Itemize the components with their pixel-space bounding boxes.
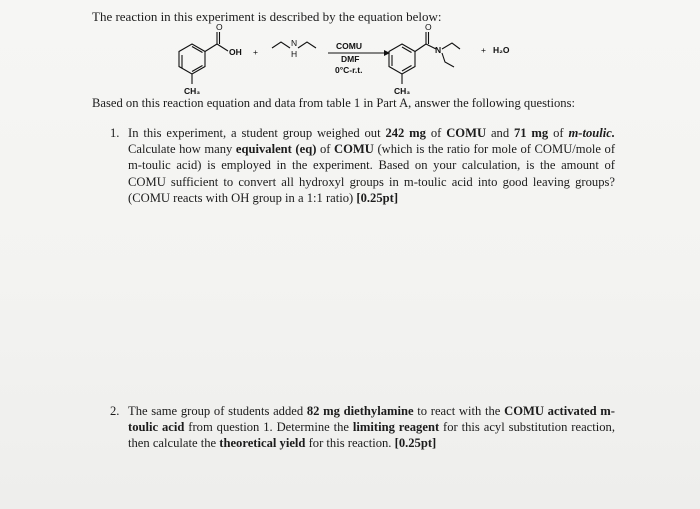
amine-chain-right (298, 42, 316, 48)
benzene-ring-right (389, 44, 415, 74)
methyl-label-left: CH₃ (184, 86, 201, 96)
reagent-comu: COMU (336, 41, 362, 51)
carbonyl-oxygen-left: O (216, 22, 223, 32)
hydroxyl-label: OH (229, 47, 242, 57)
question-2 (110, 403, 615, 452)
question-number: 2. (110, 404, 120, 418)
solvent-dmf: DMF (341, 54, 360, 64)
points-label: [0.25pt] (394, 436, 437, 451)
reaction-scheme (170, 22, 530, 96)
plus-sign-2: + (481, 45, 486, 55)
amine-n-label: N (291, 38, 298, 48)
question-number: 1. (110, 126, 120, 140)
reaction-conditions: 0°C-r.t. (335, 65, 363, 75)
water-byproduct: H₂O (493, 45, 510, 55)
amine-h-label: H (291, 49, 298, 59)
instructions-text: Based on this reaction equation and data from table 1 in Part A, answer the following questions: (92, 96, 576, 110)
amide-n-label: N (435, 45, 442, 55)
question-1-text: In this experiment, a student group weighed out 242 mg of COMU and 71 mg of m-toulic. Calculate how many equivalent (eq) of COMU (which is the ratio for mole of COMU/mole of m-toulic acid) is employed in the experiment. Based on your calculation, is the amount of COMU sufficient to convert all hydroxyl groups in m-toulic acid into good leaving groups? (COMU reacts with OH group in a 1:1 ratio) [0.25pt] (128, 126, 616, 205)
question-2-text: The same group of students added 82 mg diethylamine to react with the COMU activated m-toulic acid from question 1. Determine the limiting reagent for this acyl substitution reaction, then calculate the theoretical yield for this reaction. [0.25pt] (128, 404, 615, 451)
amine-chain-left (272, 42, 290, 48)
carbonyl-oxygen-right: O (425, 22, 432, 32)
intro-text: The reaction in this experiment is described by the equation below: (92, 9, 442, 24)
points-label: [0.25pt] (356, 190, 399, 205)
benzene-ring-left (179, 44, 205, 74)
plus-sign-1: + (253, 47, 258, 57)
methyl-label-right: CH₃ (394, 86, 411, 96)
question-1 (110, 125, 615, 206)
